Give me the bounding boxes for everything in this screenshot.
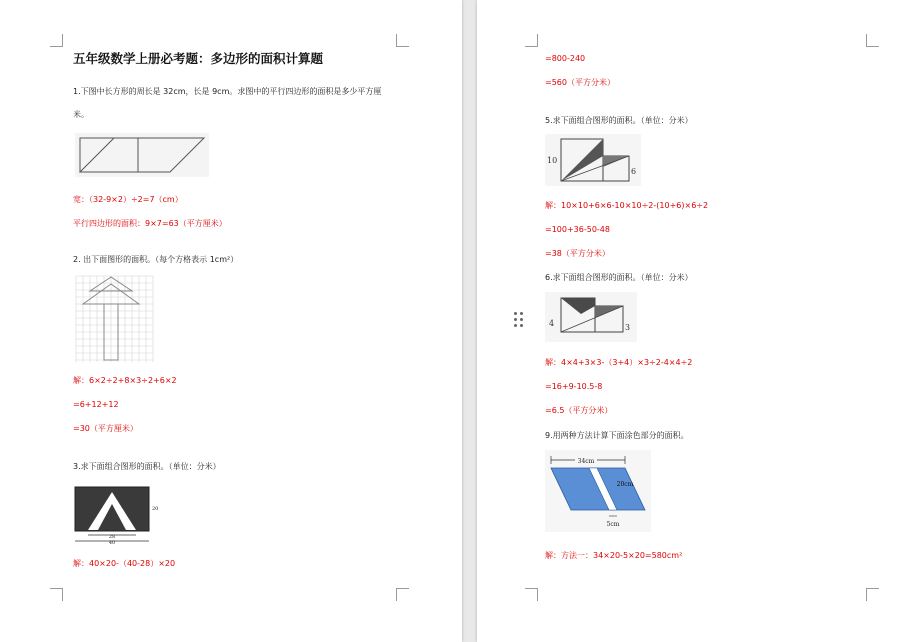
- margin-corner-top-right: [866, 34, 879, 47]
- q6-answer-1: 解：4×4+3×3-（3+4）×3÷2-4×4÷2: [545, 358, 693, 367]
- margin-corner-top-left: [50, 34, 63, 47]
- q6-figure: [545, 292, 637, 342]
- q9-answer-1: 解：方法一：34×20-5×20=580cm²: [545, 551, 683, 560]
- margin-corner-top-right: [396, 34, 409, 47]
- q9-label-top: 34cm: [577, 458, 595, 465]
- q5-figure: [545, 134, 641, 186]
- cont-answer-1: =800-240: [545, 54, 586, 63]
- q3-figure: [74, 486, 160, 546]
- q9-text: 9.用两种方法计算下面涂色部分的面积。: [545, 431, 689, 440]
- q9-label-right: 20cm: [616, 481, 634, 488]
- q5-answer-2: =100+36-50-48: [545, 225, 610, 234]
- q6-label-right: 3: [625, 323, 631, 332]
- q3-label-inner: 28: [108, 534, 116, 540]
- q6-answer-3: =6.5（平方分米）: [545, 406, 613, 415]
- drag-handle-icon[interactable]: [513, 311, 525, 327]
- q6-text: 6.求下面组合图形的面积。（单位：分米）: [545, 273, 693, 282]
- margin-corner-bottom-right: [396, 588, 409, 601]
- q1-answer-2: 平行四边形的面积：9×7=63（平方厘米）: [73, 219, 227, 228]
- q9-label-bottom: 5cm: [606, 521, 620, 528]
- q5-label-right: 6: [631, 167, 637, 176]
- q5-answer-3: =38（平方分米）: [545, 249, 610, 258]
- margin-corner-bottom-left: [50, 588, 63, 601]
- margin-corner-bottom-right: [866, 588, 879, 601]
- margin-corner-bottom-left: [525, 588, 538, 601]
- document-title: 五年级数学上册必考题：多边形的面积计算题: [73, 51, 324, 66]
- q3-text: 3.求下面组合图形的面积。（单位：分米）: [73, 462, 221, 471]
- q1-answer-1: 宽：（32-9×2）÷2=7（cm）: [73, 195, 183, 204]
- q2-grid-figure: [74, 274, 160, 364]
- q3-label-side: 20: [152, 506, 159, 512]
- q6-label-left: 4: [549, 319, 555, 328]
- page-right: [477, 0, 922, 642]
- q3-label-bottom: 40: [108, 540, 116, 546]
- q2-answer-1: 解：6×2÷2+8×3÷2+6×2: [73, 376, 177, 385]
- q1-text-line1: 1.下图中长方形的周长是 32cm，长是 9cm。求图中的平行四边形的面积是多少平方厘: [73, 87, 382, 96]
- margin-corner-top-left: [525, 34, 538, 47]
- q6-answer-2: =16+9-10.5-8: [545, 382, 603, 391]
- q5-answer-1: 解：10×10+6×6-10×10÷2-(10+6)×6÷2: [545, 201, 709, 210]
- q5-text: 5.求下面组合图形的面积。（单位：分米）: [545, 116, 693, 125]
- q1-figure: [74, 132, 210, 178]
- q1-text-line2: 米。: [73, 110, 89, 119]
- cont-answer-2: =560（平方分米）: [545, 78, 615, 87]
- q5-label-left: 10: [547, 156, 558, 165]
- q2-answer-2: =6+12+12: [73, 400, 119, 409]
- q2-text: 2. 出下面图形的面积。（每个方格表示 1cm²）: [73, 255, 239, 264]
- q9-figure: [545, 450, 651, 532]
- q2-answer-3: =30（平方厘米）: [73, 424, 138, 433]
- q3-answer-1: 解：40×20-（40-28）×20: [73, 559, 176, 568]
